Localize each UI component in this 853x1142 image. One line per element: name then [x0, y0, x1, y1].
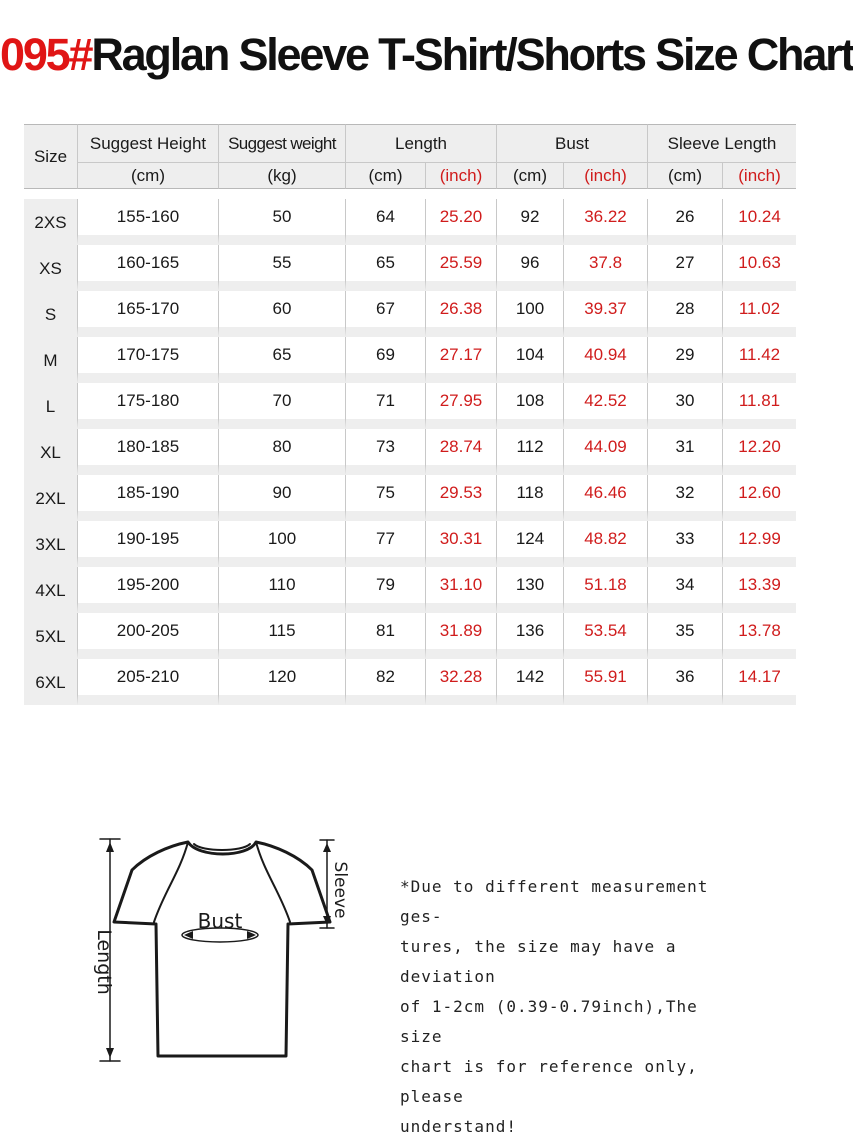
- disclaimer-note: [400, 872, 745, 1142]
- cell-length-inch: 25.20: [426, 199, 497, 245]
- cell-height: 195-200: [78, 567, 219, 613]
- cell-sleeve-cm: 33: [648, 521, 723, 567]
- cell-length-inch: 31.10: [426, 567, 497, 613]
- cell-weight: 110: [219, 567, 346, 613]
- table-row: [24, 291, 796, 337]
- cell-sleeve-cm: 32: [648, 475, 723, 521]
- cell-weight: 115: [219, 613, 346, 659]
- cell-length-cm: 69: [346, 337, 426, 383]
- cell-size: L: [24, 383, 78, 429]
- page-title: [0, 22, 853, 88]
- tshirt-measurement-diagram: [76, 824, 356, 1070]
- cell-length-inch: 27.95: [426, 383, 497, 429]
- cell-sleeve-cm: 30: [648, 383, 723, 429]
- cell-bust-inch: 51.18: [564, 567, 648, 613]
- cell-sleeve-cm: 28: [648, 291, 723, 337]
- cell-weight: 70: [219, 383, 346, 429]
- cell-bust-cm: 124: [497, 521, 564, 567]
- header-row: [24, 124, 796, 162]
- cell-bust-cm: 112: [497, 429, 564, 475]
- cell-length-cm: 75: [346, 475, 426, 521]
- right-raglan-seam: [256, 842, 290, 922]
- unit-weight: (kg): [219, 162, 346, 189]
- cell-sleeve-cm: 31: [648, 429, 723, 475]
- cell-height: 200-205: [78, 613, 219, 659]
- col-header-bust: Bust: [497, 124, 648, 162]
- cell-sleeve-inch: 11.81: [723, 383, 796, 429]
- cell-sleeve-inch: 11.42: [723, 337, 796, 383]
- cell-bust-cm: 130: [497, 567, 564, 613]
- cell-length-cm: 82: [346, 659, 426, 705]
- col-header-sleeve: Sleeve Length: [648, 124, 796, 162]
- cell-bust-cm: 96: [497, 245, 564, 291]
- cell-size: XS: [24, 245, 78, 291]
- cell-length-cm: 77: [346, 521, 426, 567]
- collar-line: [194, 844, 250, 850]
- cell-length-inch: 31.89: [426, 613, 497, 659]
- cell-size: M: [24, 337, 78, 383]
- cell-bust-inch: 36.22: [564, 199, 648, 245]
- size-table-body: [24, 199, 796, 705]
- col-header-weight: Suggest weight: [219, 124, 346, 162]
- table-row: [24, 567, 796, 613]
- cell-length-inch: 29.53: [426, 475, 497, 521]
- cell-length-cm: 73: [346, 429, 426, 475]
- cell-bust-inch: 55.91: [564, 659, 648, 705]
- cell-weight: 55: [219, 245, 346, 291]
- cell-sleeve-inch: 13.39: [723, 567, 796, 613]
- cell-bust-inch: 53.54: [564, 613, 648, 659]
- cell-sleeve-inch: 12.60: [723, 475, 796, 521]
- cell-size: 4XL: [24, 567, 78, 613]
- table-row: [24, 475, 796, 521]
- table-row: [24, 383, 796, 429]
- cell-bust-inch: 37.8: [564, 245, 648, 291]
- cell-size: 3XL: [24, 521, 78, 567]
- unit-sleeve-inch: (inch): [723, 162, 796, 189]
- note-line: tures, the size may have a deviation: [400, 937, 677, 986]
- cell-sleeve-cm: 27: [648, 245, 723, 291]
- cell-length-cm: 65: [346, 245, 426, 291]
- cell-size: S: [24, 291, 78, 337]
- product-code: 095#: [0, 29, 92, 80]
- unit-row: [24, 162, 796, 189]
- cell-weight: 50: [219, 199, 346, 245]
- cell-bust-cm: 104: [497, 337, 564, 383]
- cell-sleeve-cm: 35: [648, 613, 723, 659]
- table-row: [24, 613, 796, 659]
- cell-height: 185-190: [78, 475, 219, 521]
- cell-length-cm: 64: [346, 199, 426, 245]
- note-line: of 1-2cm (0.39-0.79inch),The size: [400, 997, 698, 1046]
- cell-height: 205-210: [78, 659, 219, 705]
- size-table: [24, 124, 796, 705]
- size-chart: [24, 124, 796, 705]
- cell-size: 6XL: [24, 659, 78, 705]
- table-row: [24, 429, 796, 475]
- cell-bust-cm: 136: [497, 613, 564, 659]
- cell-height: 165-170: [78, 291, 219, 337]
- cell-sleeve-inch: 10.24: [723, 199, 796, 245]
- cell-length-cm: 81: [346, 613, 426, 659]
- col-header-height: Suggest Height: [78, 124, 219, 162]
- tshirt-outline: [114, 842, 330, 1056]
- unit-length-cm: (cm): [346, 162, 426, 189]
- cell-sleeve-cm: 34: [648, 567, 723, 613]
- cell-length-inch: 25.59: [426, 245, 497, 291]
- cell-height: 190-195: [78, 521, 219, 567]
- cell-bust-inch: 44.09: [564, 429, 648, 475]
- note-line: understand!: [400, 1117, 517, 1136]
- cell-bust-inch: 39.37: [564, 291, 648, 337]
- note-line: chart is for reference only, please: [400, 1057, 698, 1106]
- cell-length-cm: 71: [346, 383, 426, 429]
- cell-sleeve-inch: 14.17: [723, 659, 796, 705]
- cell-bust-inch: 40.94: [564, 337, 648, 383]
- cell-bust-inch: 48.82: [564, 521, 648, 567]
- cell-bust-cm: 118: [497, 475, 564, 521]
- unit-bust-inch: (inch): [564, 162, 648, 189]
- cell-weight: 60: [219, 291, 346, 337]
- note-line: *Due to different measurement ges-: [400, 877, 709, 926]
- cell-bust-cm: 108: [497, 383, 564, 429]
- sleeve-label: Sleeve: [330, 861, 350, 919]
- col-header-length: Length: [346, 124, 497, 162]
- cell-size: 5XL: [24, 613, 78, 659]
- cell-sleeve-inch: 10.63: [723, 245, 796, 291]
- length-label: Length: [93, 929, 115, 995]
- cell-length-inch: 26.38: [426, 291, 497, 337]
- cell-size: 2XS: [24, 199, 78, 245]
- cell-sleeve-inch: 11.02: [723, 291, 796, 337]
- cell-length-inch: 28.74: [426, 429, 497, 475]
- title-text: Raglan Sleeve T-Shirt/Shorts Size Chart: [91, 29, 853, 80]
- left-raglan-seam: [154, 842, 188, 922]
- cell-size: 2XL: [24, 475, 78, 521]
- cell-bust-inch: 46.46: [564, 475, 648, 521]
- cell-weight: 65: [219, 337, 346, 383]
- table-row: [24, 245, 796, 291]
- cell-sleeve-inch: 12.20: [723, 429, 796, 475]
- cell-height: 180-185: [78, 429, 219, 475]
- table-row: [24, 199, 796, 245]
- col-header-size: Size: [24, 124, 78, 189]
- cell-bust-inch: 42.52: [564, 383, 648, 429]
- cell-weight: 100: [219, 521, 346, 567]
- cell-height: 170-175: [78, 337, 219, 383]
- cell-length-inch: 32.28: [426, 659, 497, 705]
- unit-bust-cm: (cm): [497, 162, 564, 189]
- cell-sleeve-cm: 36: [648, 659, 723, 705]
- bust-label: Bust: [197, 909, 243, 933]
- table-row: [24, 521, 796, 567]
- cell-size: XL: [24, 429, 78, 475]
- cell-weight: 120: [219, 659, 346, 705]
- cell-weight: 80: [219, 429, 346, 475]
- cell-length-cm: 67: [346, 291, 426, 337]
- unit-sleeve-cm: (cm): [648, 162, 723, 189]
- cell-height: 155-160: [78, 199, 219, 245]
- cell-height: 175-180: [78, 383, 219, 429]
- cell-length-inch: 30.31: [426, 521, 497, 567]
- table-row: [24, 659, 796, 705]
- cell-bust-cm: 92: [497, 199, 564, 245]
- cell-sleeve-inch: 12.99: [723, 521, 796, 567]
- cell-sleeve-inch: 13.78: [723, 613, 796, 659]
- cell-length-cm: 79: [346, 567, 426, 613]
- cell-bust-cm: 142: [497, 659, 564, 705]
- cell-bust-cm: 100: [497, 291, 564, 337]
- table-row: [24, 337, 796, 383]
- cell-sleeve-cm: 26: [648, 199, 723, 245]
- unit-height: (cm): [78, 162, 219, 189]
- cell-height: 160-165: [78, 245, 219, 291]
- cell-sleeve-cm: 29: [648, 337, 723, 383]
- unit-length-inch: (inch): [426, 162, 497, 189]
- cell-length-inch: 27.17: [426, 337, 497, 383]
- cell-weight: 90: [219, 475, 346, 521]
